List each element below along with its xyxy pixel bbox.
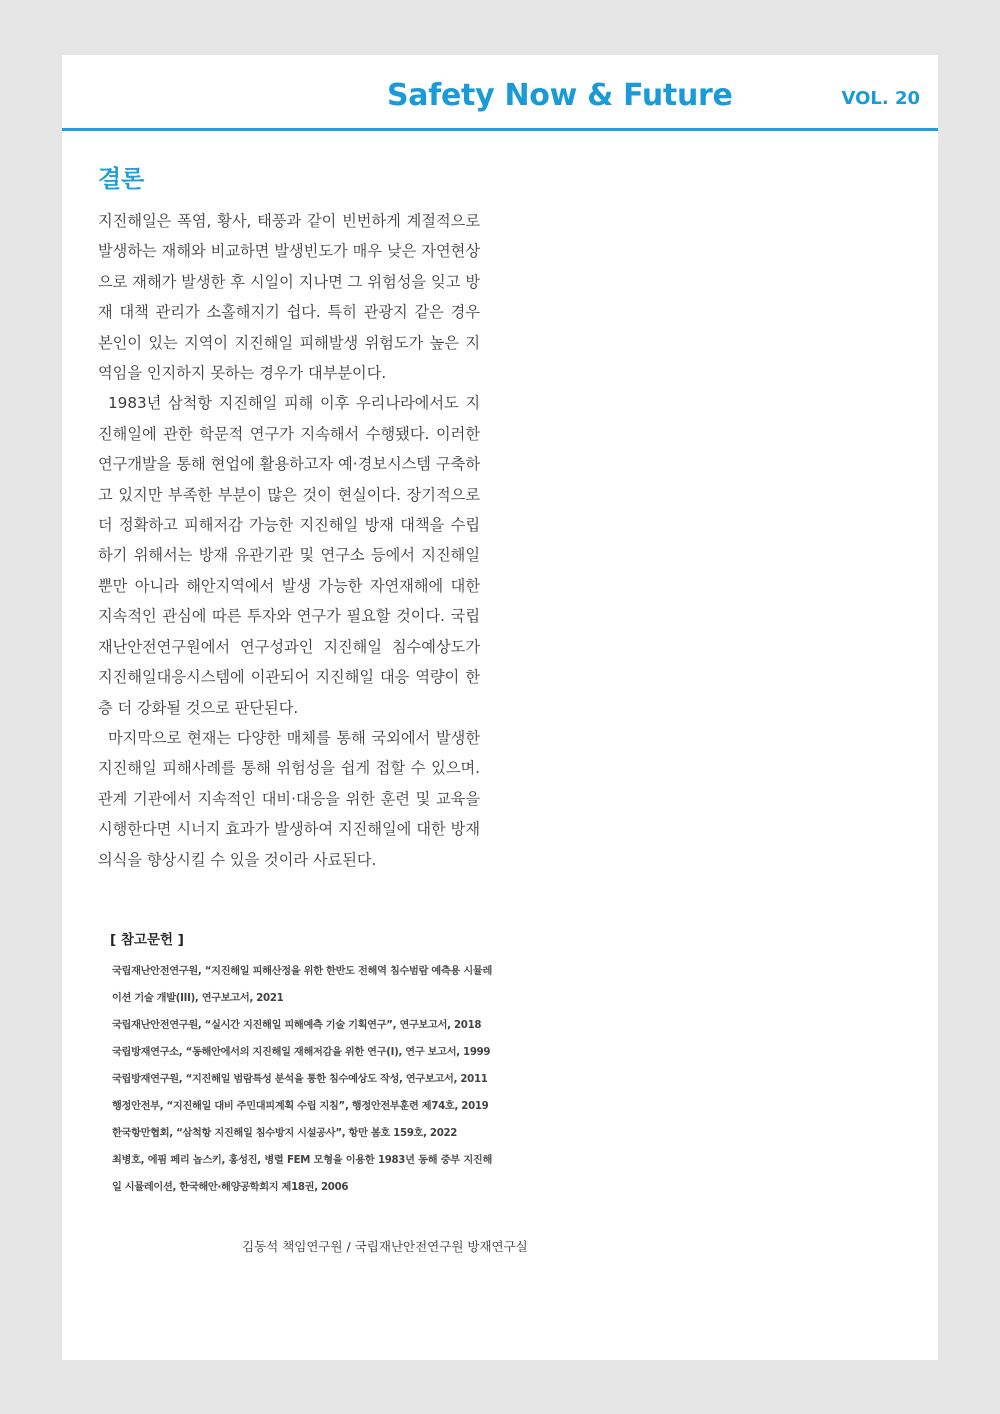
document-page: [62, 55, 938, 1360]
reference-item: 국립재난안전연구원, “실시간 지진해일 피해예측 기술 기획연구”, 연구보고서, 2018: [112, 1020, 482, 1031]
reference-item: 국립재난안전연구원, “지진해일 피해산정을 위한 한반도 전해역 침수범람 예측용 시뮬레이션 기술 개발(III), 연구보고서, 2021: [112, 966, 492, 1004]
section-title: 결론: [98, 165, 145, 193]
volume-label: VOL. 20: [841, 88, 920, 109]
reference-item: 최병호, 에핌 페리 놉스키, 홍성진, 병렬 FEM 모형을 이용한 1983년 동해 중부 지진해일 시뮬레이션, 한국해안·해양공학회지 제18권, 2006: [112, 1155, 492, 1193]
references-title: [ 참고문헌 ]: [110, 932, 184, 948]
references-list: [112, 958, 492, 1201]
reference-item: 국립방재연구원, “지진해일 범람특성 분석을 통한 침수예상도 작성, 연구보고서, 2011: [112, 1074, 488, 1085]
page-header: [62, 55, 938, 131]
reference-item: 한국항만협회, “삼척항 지진해일 침수방지 시설공사”, 항만 봄호 159호, 2022: [112, 1128, 458, 1139]
magazine-title: Safety Now & Future: [387, 78, 733, 113]
reference-item: 행정안전부, “지진해일 대비 주민대피계획 수립 지침”, 행정안전부훈련 제74호, 2019: [112, 1101, 489, 1112]
paragraph: 1983년 삼척항 지진해일 피해 이후 우리나라에서도 지진해일에 관한 학문적 연구가 지속해서 수행됐다. 이러한 연구개발을 통해 현업에 활용하고자 예·경보시스템 구축하고 있지만 부족한 부분이 많은 것이 현실이다. 장기적으로 더 정확하고 피해저감 가능한 지진해일 방재 대책을 수립하기 위해서는 방재 유관기관 및 연구소 등에서 지진해일뿐만 아니라 해안지역에서 발생 가능한 자연재해에 대한 지속적인 관심에 따른 투자와 연구가 필요할 것이다. 국립재난안전연구원에서 연구성과인 지진해일 침수예상도가 지진해일대응시스템에 이관되어 지진해일 대응 역량이 한층 더 강화될 것으로 판단된다.: [98, 394, 480, 717]
paragraph: 지진해일은 폭염, 황사, 태풍과 같이 빈번하게 계절적으로 발생하는 재해와 비교하면 발생빈도가 매우 낮은 자연현상으로 재해가 발생한 후 시일이 지나면 그 위험성을 잊고 방재 대책 관리가 소홀해지기 쉽다. 특히 관광지 같은 경우 본인이 있는 지역이 지진해일 피해발생 위험도가 높은 지역임을 인지하지 못하는 경우가 대부분이다.: [98, 212, 480, 383]
body-text: [98, 206, 480, 875]
paragraph: 마지막으로 현재는 다양한 매체를 통해 국외에서 발생한 지진해일 피해사례를 통해 위험성을 쉽게 접할 수 있으며. 관계 기관에서 지속적인 대비·대응을 위한 훈련 및 교육을 시행한다면 시너지 효과가 발생하여 지진해일에 대한 방재의식을 향상시킬 수 있을 것이라 사료된다.: [98, 728, 480, 869]
author-credit: 김동석 책임연구원 / 국립재난안전연구원 방재연구실: [242, 1239, 528, 1254]
reference-item: 국립방재연구소, “동해안에서의 지진해일 재해저감을 위한 연구(I), 연구 보고서, 1999: [112, 1047, 491, 1058]
